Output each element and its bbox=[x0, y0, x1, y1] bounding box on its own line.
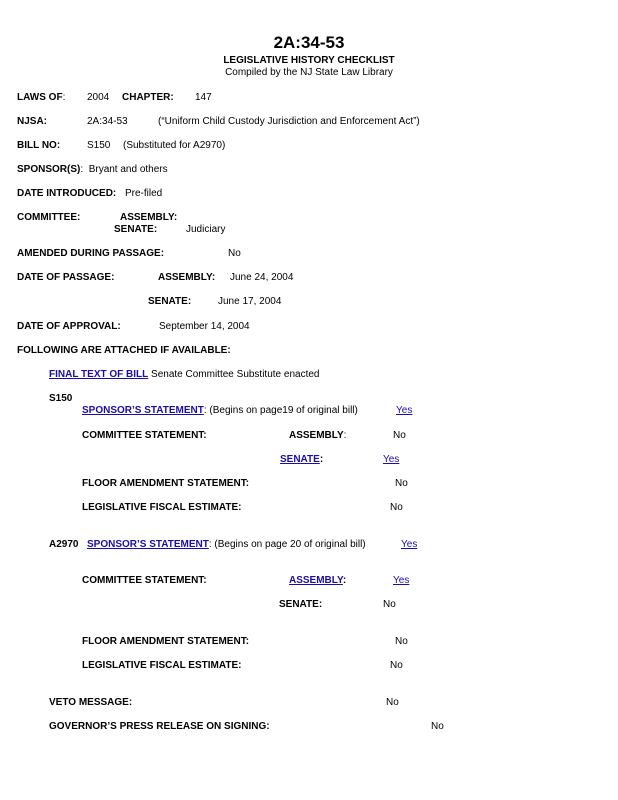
njsa-value: 2A:34-53 bbox=[87, 116, 128, 127]
a2970-assembly-colon: : bbox=[342, 575, 347, 586]
date-of-approval-label: DATE OF APPROVAL: bbox=[17, 321, 121, 332]
a2970-assembly-yes-link[interactable]: Yes bbox=[393, 575, 410, 586]
bill-no-note: (Substituted for A2970) bbox=[123, 140, 226, 151]
date-of-approval-value: September 14, 2004 bbox=[159, 321, 250, 332]
final-text-row bbox=[49, 369, 319, 381]
committee-senate-value: Judiciary bbox=[186, 224, 226, 235]
document-subtitle: LEGISLATIVE HISTORY CHECKLIST bbox=[223, 55, 395, 66]
a2970-committee-label: COMMITTEE STATEMENT: bbox=[82, 575, 207, 586]
chapter-label: CHAPTER: bbox=[122, 92, 174, 103]
committee-assembly-label: ASSEMBLY: bbox=[120, 212, 178, 223]
passage-senate-label: SENATE: bbox=[148, 296, 192, 307]
compiled-by: Compiled by the NJ State Law Library bbox=[225, 67, 393, 78]
chapter-value: 147 bbox=[195, 92, 212, 103]
press-release-value: No bbox=[431, 721, 444, 732]
s150-senate-row bbox=[280, 454, 323, 466]
s150-assembly-label: ASSEMBLY bbox=[289, 430, 344, 441]
a2970-fiscal-value: No bbox=[390, 660, 403, 671]
a2970-assembly-link[interactable]: ASSEMBLY bbox=[289, 575, 343, 586]
amended-value: No bbox=[228, 248, 241, 259]
s150-senate-yes-link[interactable]: Yes bbox=[383, 454, 400, 465]
date-introduced-value: Pre-filed bbox=[125, 188, 163, 199]
s150-assembly-value: No bbox=[393, 430, 406, 441]
amended-label: AMENDED DURING PASSAGE: bbox=[17, 248, 165, 259]
date-of-passage-label: DATE OF PASSAGE: bbox=[17, 272, 115, 283]
veto-value: No bbox=[386, 697, 399, 708]
a2970-fiscal-label: LEGISLATIVE FISCAL ESTIMATE: bbox=[82, 660, 242, 671]
s150-fiscal-value: No bbox=[390, 502, 403, 513]
a2970-floor-value: No bbox=[395, 636, 408, 647]
a2970-sponsor-yes-link[interactable]: Yes bbox=[401, 539, 418, 550]
a2970-sponsor-row bbox=[87, 539, 366, 551]
a2970-senate-label: SENATE: bbox=[279, 599, 323, 610]
final-text-link[interactable]: FINAL TEXT OF BILL bbox=[49, 369, 149, 380]
passage-assembly-value: June 24, 2004 bbox=[230, 272, 294, 283]
committee-label: COMMITTEE: bbox=[17, 212, 81, 223]
page-title: 2A:34-53 bbox=[273, 33, 345, 52]
s150-senate-link[interactable]: SENATE bbox=[280, 454, 320, 465]
a2970-label: A2970 bbox=[49, 539, 79, 550]
sponsors-colon: : bbox=[80, 164, 84, 175]
a2970-senate-value: No bbox=[383, 599, 396, 610]
bill-no-value: S150 bbox=[87, 140, 111, 151]
press-release-label: GOVERNOR’S PRESS RELEASE ON SIGNING: bbox=[49, 721, 270, 732]
s150-sponsor-row bbox=[82, 405, 358, 417]
a2970-sponsor-statement-link[interactable]: SPONSOR’S STATEMENT bbox=[87, 539, 209, 550]
s150-sponsor-note: : (Begins on page19 of original bill) bbox=[203, 405, 358, 416]
laws-of-colon: : bbox=[62, 92, 66, 103]
s150-assembly-row bbox=[289, 430, 346, 442]
njsa-label: NJSA: bbox=[17, 116, 48, 127]
passage-senate-value: June 17, 2004 bbox=[218, 296, 282, 307]
laws-of-row bbox=[17, 92, 65, 104]
final-text-note: Senate Committee Substitute enacted bbox=[151, 369, 320, 380]
a2970-assembly-row bbox=[289, 575, 346, 587]
sponsors-label: SPONSOR(S) bbox=[17, 164, 81, 175]
sponsors-row bbox=[17, 164, 168, 176]
bill-no-label: BILL NO: bbox=[17, 140, 61, 151]
s150-floor-label: FLOOR AMENDMENT STATEMENT: bbox=[82, 478, 250, 489]
s150-committee-label: COMMITTEE STATEMENT: bbox=[82, 430, 207, 441]
s150-floor-value: No bbox=[395, 478, 408, 489]
laws-of-year: 2004 bbox=[87, 92, 110, 103]
committee-senate-label: SENATE: bbox=[114, 224, 158, 235]
date-introduced-label: DATE INTRODUCED: bbox=[17, 188, 117, 199]
a2970-floor-label: FLOOR AMENDMENT STATEMENT: bbox=[82, 636, 250, 647]
veto-label: VETO MESSAGE: bbox=[49, 697, 133, 708]
s150-fiscal-label: LEGISLATIVE FISCAL ESTIMATE: bbox=[82, 502, 242, 513]
s150-sponsor-yes-link[interactable]: Yes bbox=[396, 405, 413, 416]
sponsors-value: Bryant and others bbox=[88, 164, 168, 175]
passage-assembly-label: ASSEMBLY: bbox=[158, 272, 216, 283]
laws-of-label: LAWS OF bbox=[17, 92, 63, 103]
njsa-act-title: (“Uniform Child Custody Jurisdiction and Enforcement Act”) bbox=[158, 116, 420, 127]
attached-heading: FOLLOWING ARE ATTACHED IF AVAILABLE: bbox=[17, 345, 231, 356]
s150-label: S150 bbox=[49, 393, 73, 404]
a2970-sponsor-note: : (Begins on page 20 of original bill) bbox=[208, 539, 366, 550]
s150-assembly-colon: : bbox=[343, 430, 347, 441]
s150-senate-colon: : bbox=[319, 454, 324, 465]
s150-sponsor-statement-link[interactable]: SPONSOR’S STATEMENT bbox=[82, 405, 204, 416]
